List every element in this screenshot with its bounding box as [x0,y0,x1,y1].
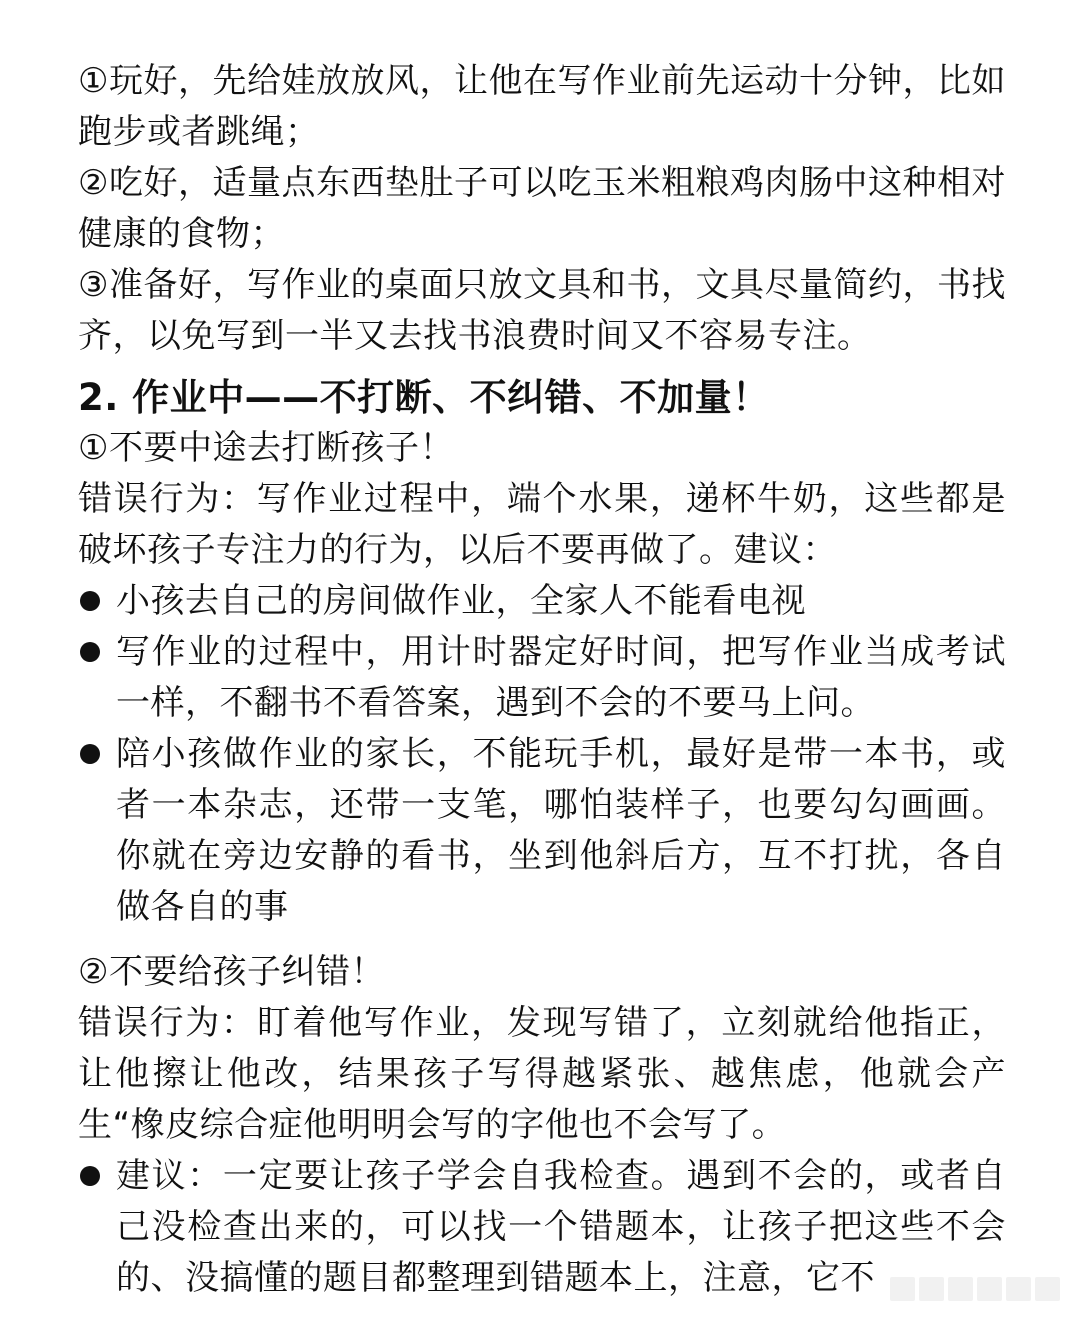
tips-list-interrupt [78,576,1006,933]
tip-text: 写作业的过程中，用计时器定好时间，把写作业当成考试一样，不翻书不看答案，遇到不会的不要马上问。 [116,632,1006,723]
watermark-overlay [890,1277,1060,1301]
wrong-behavior-correct: 错误行为：盯着他写作业，发现写错了，立刻就给他指正，让他擦让他改，结果孩子写得越紧张、越焦虑，他就会产生“橡皮综合症他明明会写的字他也不会写了。 [78,1003,1006,1145]
subsection-title-no-interrupt: ①不要中途去打断孩子！ [78,428,454,468]
tip-text: 陪小孩做作业的家长，不能玩手机，最好是带一本书，或者一本杂志，还带一支笔，哪怕装样子，也要勾勾画画。你就在旁边安静的看书，坐到他斜后方，互不打扰，各自做各自的事 [116,734,1006,927]
prep-item-ready: ③准备好，写作业的桌面只放文具和书，文具尽量简约，书找齐，以免写到一半又去找书浪费时间又不容易专注。 [78,265,1006,356]
tip-text: 建议：一定要让孩子学会自我检查。遇到不会的，或者自己没检查出来的，可以找一个错题本，让孩子把这些不会的、没搞懂的题目都整理到错题本上，注意，它不 [116,1156,1006,1298]
bullet-icon [80,591,100,611]
list-item [78,729,1006,933]
document-page [78,56,1006,1304]
subsection-title-no-correct: ②不要给孩子纠错！ [78,952,385,992]
section-heading: 2. 作业中——不打断、不纠错、不加量！ [78,376,770,419]
wrong-behavior-interrupt: 错误行为：写作业过程中，端个水果，递杯牛奶，这些都是破坏孩子专注力的行为，以后不要再做了。建议： [78,479,1006,570]
prep-item-play: ①玩好，先给娃放放风，让他在写作业前先运动十分钟，比如跑步或者跳绳； [78,61,1006,152]
bullet-icon [80,1166,100,1186]
list-item [78,627,1006,729]
list-item [78,1151,1006,1304]
list-item [78,576,1006,627]
bullet-icon [80,642,100,662]
bullet-icon [80,744,100,764]
tip-text: 小孩去自己的房间做作业，全家人不能看电视 [116,581,806,621]
prep-item-eat: ②吃好，适量点东西垫肚子可以吃玉米粗粮鸡肉肠中这种相对健康的食物； [78,163,1006,254]
tips-list-correct [78,1151,1006,1304]
spacer [78,933,1006,947]
